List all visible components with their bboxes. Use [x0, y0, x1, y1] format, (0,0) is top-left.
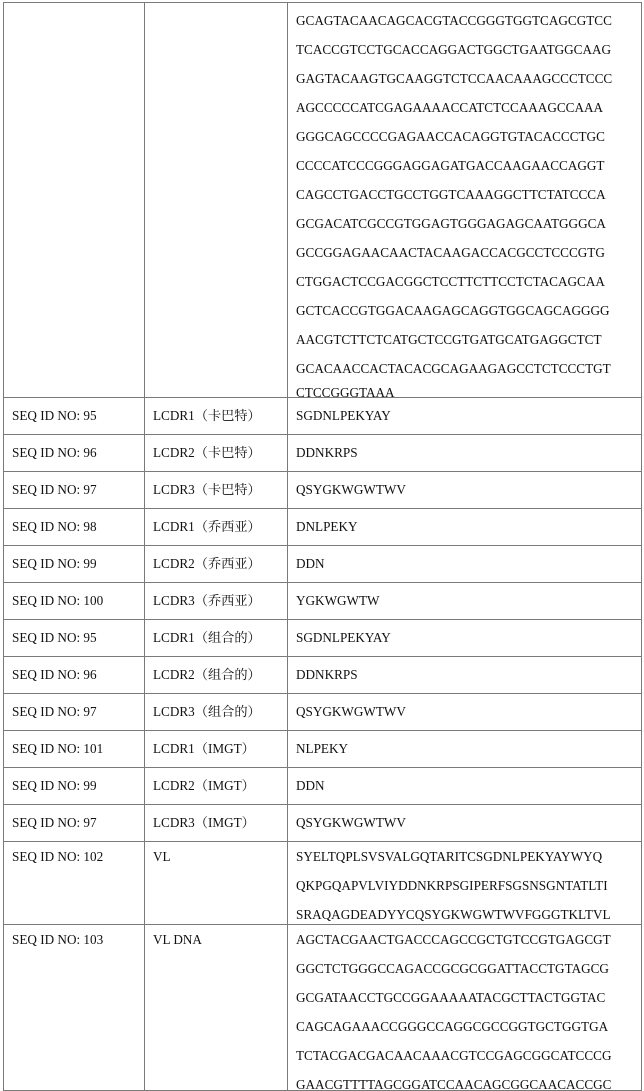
sequence-cell: DDN	[288, 768, 642, 805]
table-row	[4, 583, 642, 620]
seq-id-cell: SEQ ID NO: 99	[4, 768, 145, 805]
seq-id-cell: SEQ ID NO: 99	[4, 546, 145, 583]
seq-id-cell: SEQ ID NO: 95	[4, 620, 145, 657]
sequence-table	[3, 2, 642, 1091]
sequence-line: QKPGQAPVLVIYDDNKRPSGIPERFSGSNSGNTATLTI	[296, 878, 608, 893]
seq-id-text: SEQ ID NO: 102	[12, 849, 104, 864]
sequence-line: GCAGTACAACAGCACGTACCGGGTGGTCAGCGTCC	[296, 13, 612, 28]
sequence-cell: SGDNLPEKYAY	[288, 620, 642, 657]
seq-id-cell	[4, 3, 145, 398]
table-row	[4, 435, 642, 472]
seq-id-cell: SEQ ID NO: 100	[4, 583, 145, 620]
sequence-line: GCGACATCGCCGTGGAGTGGGAGAGCAATGGGCA	[296, 216, 606, 231]
sequence-line: TCTACGACGACAACAAACGTCCGAGCGGCATCCCG	[296, 1048, 612, 1063]
seq-id-cell: SEQ ID NO: 95	[4, 398, 145, 435]
sequence-cell: QSYGKWGWTWV	[288, 805, 642, 842]
sequence-cell: SGDNLPEKYAY	[288, 398, 642, 435]
table-row	[4, 925, 642, 1091]
sequence-line: CAGCAGAAACCGGGCCAGGCGCCGGTGCTGGTGA	[296, 1019, 609, 1034]
sequence-cell: DNLPEKY	[288, 509, 642, 546]
table-row	[4, 805, 642, 842]
name-cell: LCDR2（卡巴特）	[145, 435, 288, 472]
name-cell: LCDR3（组合的）	[145, 694, 288, 731]
sequence-line: GAACGTTTTAGCGGATCCAACAGCGGCAACACCGC	[296, 1077, 612, 1091]
sequence-cell: QSYGKWGWTWV	[288, 472, 642, 509]
seq-id-cell: SEQ ID NO: 97	[4, 694, 145, 731]
seq-id-cell: SEQ ID NO: 96	[4, 435, 145, 472]
name-cell: LCDR2（IMGT）	[145, 768, 288, 805]
table-row	[4, 842, 642, 925]
name-cell	[145, 842, 288, 925]
sequence-cell	[288, 842, 642, 925]
sequence-line: TCACCGTCCTGCACCAGGACTGGCTGAATGGCAAG	[296, 42, 612, 57]
table-row	[4, 694, 642, 731]
sequence-line: CAGCCTGACCTGCCTGGTCAAAGGCTTCTATCCCA	[296, 187, 606, 202]
name-cell: LCDR3（乔西亚）	[145, 583, 288, 620]
sequence-cell: DDN	[288, 546, 642, 583]
table-row	[4, 509, 642, 546]
sequence-line: GCTCACCGTGGACAAGAGCAGGTGGCAGCAGGGG	[296, 303, 610, 318]
seq-id-cell	[4, 842, 145, 925]
table-row	[4, 657, 642, 694]
seq-id-cell	[4, 925, 145, 1091]
sequence-line: SRAQAGDEADYYCQSYGKWGWTWVFGGGTKLTVL	[296, 907, 611, 922]
table-row	[4, 398, 642, 435]
sequence-cell	[288, 925, 642, 1091]
sequence-line: CTGGACTCCGACGGCTCCTTCTTCCTCTACAGCAA	[296, 274, 605, 289]
sequence-cell: DDNKRPS	[288, 435, 642, 472]
sequence-line: GAGTACAAGTGCAAGGTCTCCAACAAAGCCCTCCC	[296, 71, 613, 86]
sequence-line: GGCTCTGGGCCAGACCGCGCGGATTACCTGTAGCG	[296, 961, 609, 976]
sequence-line: GCACAACCACTACACGCAGAAGAGCCTCTCCCTGT	[296, 361, 611, 376]
seq-id-cell: SEQ ID NO: 98	[4, 509, 145, 546]
sequence-cell	[288, 3, 642, 398]
sequence-line: CTCCGGGTAAA	[296, 385, 395, 398]
sequence-line: CCCCATCCCGGGAGGAGATGACCAAGAACCAGGT	[296, 158, 605, 173]
sequence-line: AGCTACGAACTGACCCAGCCGCTGTCCGTGAGCGT	[296, 932, 611, 947]
seq-id-cell: SEQ ID NO: 96	[4, 657, 145, 694]
sequence-cell: QSYGKWGWTWV	[288, 694, 642, 731]
seq-id-text: SEQ ID NO: 103	[12, 932, 104, 947]
name-cell: LCDR2（组合的）	[145, 657, 288, 694]
name-cell	[145, 3, 288, 398]
table-row	[4, 768, 642, 805]
sequence-line: GGGCAGCCCCGAGAACCACAGGTGTACACCCTGC	[296, 129, 605, 144]
name-cell	[145, 925, 288, 1091]
name-cell: LCDR3（卡巴特）	[145, 472, 288, 509]
name-text: VL	[153, 849, 171, 864]
table-row	[4, 472, 642, 509]
name-text: VL DNA	[153, 932, 202, 947]
seq-id-cell: SEQ ID NO: 97	[4, 805, 145, 842]
name-cell: LCDR1（IMGT）	[145, 731, 288, 768]
sequence-line: AACGTCTTCTCATGCTCCGTGATGCATGAGGCTCT	[296, 332, 602, 347]
sequence-line: SYELTQPLSVSVALGQTARITCSGDNLPEKYAYWYQ	[296, 849, 603, 864]
seq-id-cell: SEQ ID NO: 101	[4, 731, 145, 768]
table-row	[4, 546, 642, 583]
sequence-line: AGCCCCCATCGAGAAAACCATCTCCAAAGCCAAA	[296, 100, 604, 115]
sequence-line: GCCGGAGAACAACTACAAGACCACGCCTCCCGTG	[296, 245, 605, 260]
name-cell: LCDR1（乔西亚）	[145, 509, 288, 546]
sequence-cell: DDNKRPS	[288, 657, 642, 694]
table-row	[4, 3, 642, 398]
name-cell: LCDR1（卡巴特）	[145, 398, 288, 435]
name-cell: LCDR2（乔西亚）	[145, 546, 288, 583]
table-row	[4, 731, 642, 768]
name-cell: LCDR1（组合的）	[145, 620, 288, 657]
seq-id-cell: SEQ ID NO: 97	[4, 472, 145, 509]
sequence-line: GCGATAACCTGCCGGAAAAATACGCTTACTGGTAC	[296, 990, 606, 1005]
sequence-cell: YGKWGWTW	[288, 583, 642, 620]
sequence-cell: NLPEKY	[288, 731, 642, 768]
name-cell: LCDR3（IMGT）	[145, 805, 288, 842]
table-row	[4, 620, 642, 657]
